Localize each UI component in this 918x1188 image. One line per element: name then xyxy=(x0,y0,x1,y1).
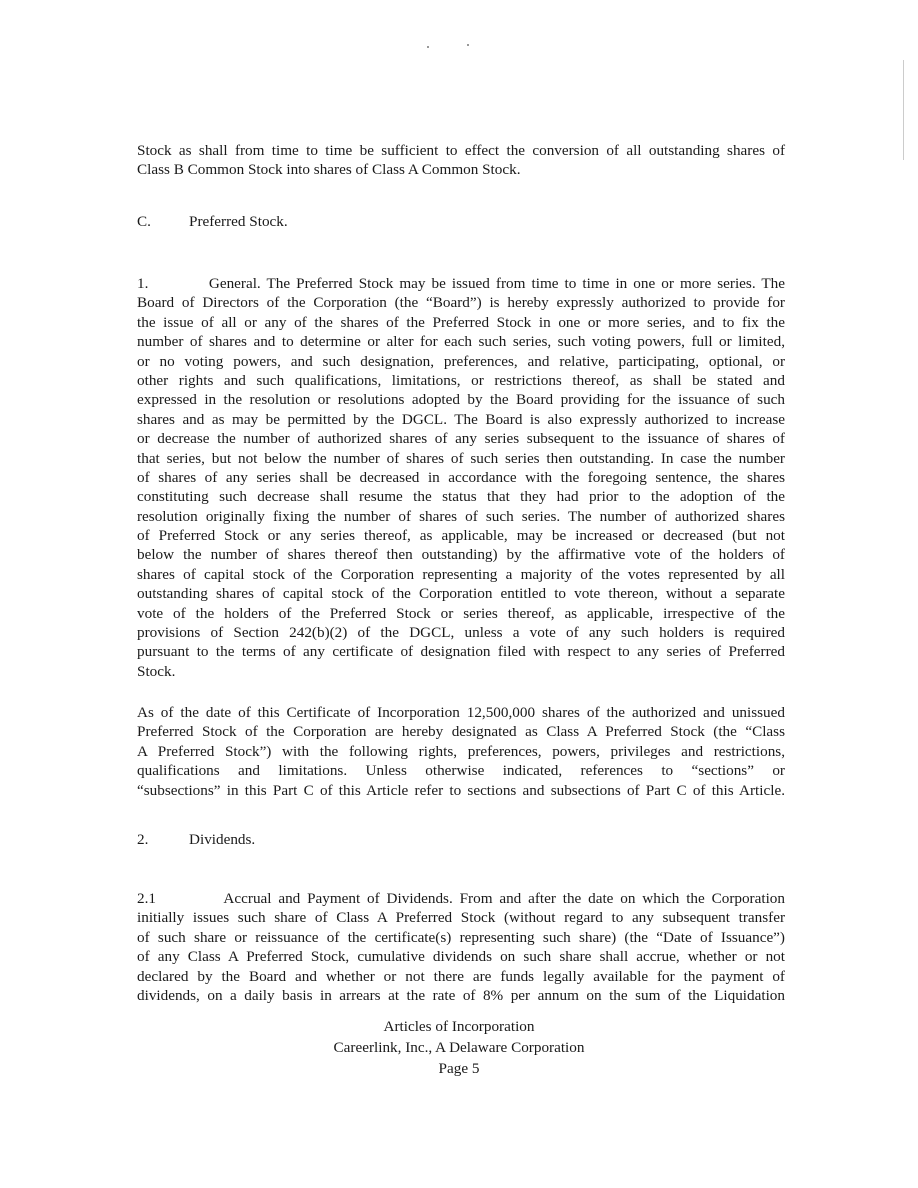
section-title: Preferred Stock. xyxy=(189,213,288,230)
text-line: dividends, on a daily basis in arrears at the rate of 8% per annum on the sum of the Liquidation xyxy=(137,986,785,1004)
footer-company: Careerlink, Inc., A Delaware Corporation xyxy=(333,1039,585,1056)
section-title: Dividends. xyxy=(189,831,256,848)
text-line: the issue of all or any of the shares of the Preferred Stock in one or more series, and to fix the xyxy=(137,313,785,331)
text-line: that series, but not below the number of shares of such series then outstanding. In case the number xyxy=(137,449,785,467)
text-line: resolution originally fixing the number of shares of such series. The number of authorized shares xyxy=(137,507,785,525)
text-line: below the number of shares thereof then outstanding) by the affirmative vote of the holders of xyxy=(137,546,785,564)
text-line: of shares of any series shall be decreased in accordance with the foregoing sentence, the shares xyxy=(137,468,785,486)
section-heading-dividends xyxy=(137,830,255,849)
text-line: 2.1 Accrual and Payment of Dividends. From and after the date on which the Corporation xyxy=(137,890,785,907)
text-line: or decrease the number of authorized shares of any series subsequent to the issuance of shares of xyxy=(137,430,785,448)
designation-paragraph xyxy=(137,703,785,800)
scan-edge-noise xyxy=(903,60,904,160)
text-line: initially issues such share of Class A Preferred Stock (without regard to any subsequent transfer xyxy=(137,909,785,927)
text-line: vote of the holders of the Preferred Stock or series thereof, as applicable, irrespective of the xyxy=(137,604,785,622)
text-line: other rights and such qualifications, limitations, or restrictions thereof, as shall be stated and xyxy=(137,371,785,389)
text-line: expressed in the resolution or resolutions adopted by the Board providing for the issuance of such xyxy=(137,391,785,409)
text-line: A Preferred Stock”) with the following rights, preferences, powers, privileges and restrictions, xyxy=(137,742,785,760)
text-line: declared by the Board and whether or not there are funds legally available for the payment of xyxy=(137,967,785,985)
text-line: qualifications and limitations. Unless otherwise indicated, references to “sections” or xyxy=(137,762,785,780)
text-line: Board of Directors of the Corporation (the “Board”) is hereby expressly authorized to provide for xyxy=(137,294,785,312)
text-line: Stock. xyxy=(137,662,176,680)
text-line: outstanding shares of capital stock of the Corporation entitled to vote thereon, without a separate xyxy=(137,585,785,603)
dividends-paragraph xyxy=(137,889,785,1005)
page-number: Page 5 xyxy=(438,1060,480,1077)
text-line: Class B Common Stock into shares of Class A Common Stock. xyxy=(137,161,521,179)
text-line: of such share or reissuance of the certificate(s) representing such share) (the “Date of Issuance”) xyxy=(137,928,785,946)
scan-speck xyxy=(427,46,429,48)
footer-title: Articles of Incorporation xyxy=(383,1018,535,1035)
scan-speck xyxy=(467,44,469,46)
text-line: Stock as shall from time to time be sufficient to effect the conversion of all outstanding shares of xyxy=(137,142,785,159)
text-line: constituting such decrease shall resume the status that they had prior to the adoption of the xyxy=(137,488,785,506)
text-line: of Preferred Stock or any series thereof, as applicable, may be increased or decreased (but not xyxy=(137,527,785,545)
section-number: 2. xyxy=(137,831,149,848)
text-line: or no voting powers, and such designation, preferences, and relative, participating, optional, or xyxy=(137,352,785,370)
page-footer xyxy=(0,1016,918,1079)
section-number: C. xyxy=(137,213,151,230)
general-paragraph xyxy=(137,274,785,681)
text-line: shares of capital stock of the Corporation representing a majority of the votes represented by all xyxy=(137,565,785,583)
text-line: shares and as may be permitted by the DGCL. The Board is also expressly authorized to increase xyxy=(137,410,785,428)
text-line: provisions of Section 242(b)(2) of the DGCL, unless a vote of any such holders is required xyxy=(137,624,785,642)
text-line: Preferred Stock of the Corporation are hereby designated as Class A Preferred Stock (the “Class xyxy=(137,723,785,741)
text-line: of any Class A Preferred Stock, cumulative dividends on such share shall accrue, whether or not xyxy=(137,948,785,966)
section-heading-preferred-stock xyxy=(137,212,288,231)
text-line: pursuant to the terms of any certificate of designation filed with respect to any series of Preferred xyxy=(137,643,785,661)
text-line: As of the date of this Certificate of Incorporation 12,500,000 shares of the authorized and unissued xyxy=(137,704,785,721)
text-line: number of shares and to determine or alter for each such series, such voting powers, full or limited, xyxy=(137,333,785,351)
text-line: “subsections” in this Part C of this Article refer to sections and subsections of Part C of this Article. xyxy=(137,781,785,799)
continuation-paragraph xyxy=(137,141,785,180)
text-line: 1. General. The Preferred Stock may be issued from time to time in one or more series. The xyxy=(137,275,785,292)
